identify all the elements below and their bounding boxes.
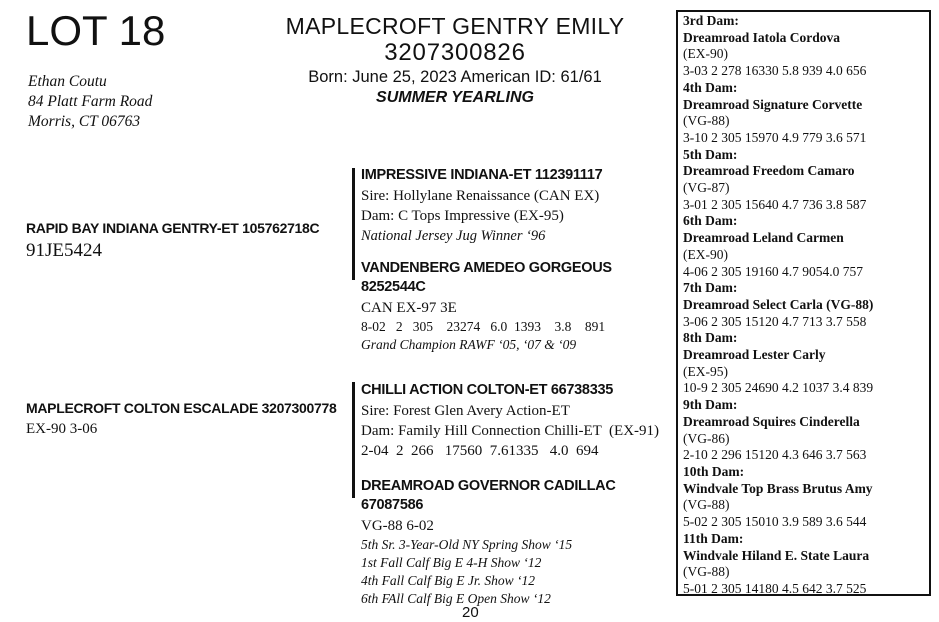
dam-of-sire-record: 8-02 2 305 23274 6.0 1393 3.8 891 — [361, 319, 606, 334]
dam-entry-classification: (EX-90) — [683, 246, 728, 262]
consignor-address-line1: 84 Platt Farm Road — [28, 93, 153, 110]
sire-of-sire-block — [361, 166, 679, 246]
pedigree-bracket-dam-of-dam — [352, 476, 355, 498]
sire-of-dam-record: 2-04 2 266 17560 7.61335 4.0 694 — [361, 443, 599, 459]
dam-entry-label: 7th Dam: — [683, 280, 738, 296]
dam-entry-label: 11th Dam: — [683, 530, 744, 546]
dam-of-dam-name: DREAMROAD GOVERNOR CADILLAC 67087586 — [361, 478, 616, 513]
dam-entry-8 — [683, 330, 929, 397]
dam-of-dam-classification: VG-88 6-02 — [361, 518, 434, 534]
dam-entry-10 — [683, 464, 929, 531]
sire-of-dam-block — [361, 381, 679, 461]
dam-entry-name: Windvale Top Brass Brutus Amy — [683, 480, 873, 496]
lot-number: LOT 18 — [26, 7, 166, 54]
page-number: 20 — [462, 604, 479, 621]
dam-entry-name: Dreamroad Iatola Cordova — [683, 29, 840, 45]
dam-entry-name: Dreamroad Squires Cinderella — [683, 413, 860, 429]
dam-entry-classification: (EX-95) — [683, 363, 728, 379]
dam-entry-label: 9th Dam: — [683, 397, 738, 413]
dam-entry-3 — [683, 13, 929, 80]
dam-entry-name: Dreamroad Leland Carmen — [683, 230, 844, 246]
dam-of-sire-block — [361, 259, 679, 354]
animal-category: SUMMER YEARLING — [376, 89, 534, 106]
dam-entry-label: 6th Dam: — [683, 213, 738, 229]
dam-entry-classification: (VG-86) — [683, 430, 730, 446]
animal-born-line: Born: June 25, 2023 American ID: 61/61 — [308, 68, 602, 86]
consignor-name: Ethan Coutu — [28, 73, 107, 90]
animal-registration: 3207300826 — [384, 39, 526, 66]
dam-entry-name: Dreamroad Select Carla (VG-88) — [683, 296, 874, 312]
sire-of-dam-name: CHILLI ACTION COLTON-ET 66738335 — [361, 382, 613, 398]
dam-entry-label: 3rd Dam: — [683, 13, 739, 28]
dam-of-dam-award: 4th Fall Calf Big E Jr. Show ‘12 — [361, 573, 535, 588]
dam-entry-11 — [683, 531, 929, 598]
dam-entry-name: Dreamroad Lester Carly — [683, 347, 826, 363]
sire-of-sire-name: IMPRESSIVE INDIANA-ET 112391117 — [361, 167, 603, 183]
dam-entry-name: Dreamroad Signature Corvette — [683, 96, 863, 112]
dam-entry-record: 5-02 2 305 15010 3.9 589 3.6 544 — [683, 514, 867, 530]
dam-entry-record: 3-06 2 305 15120 4.7 713 3.7 558 — [683, 313, 867, 329]
dam-entry-classification: (VG-88) — [683, 113, 730, 129]
dam-entry-label: 8th Dam: — [683, 330, 738, 346]
dam-entry-record: 10-9 2 305 24690 4.2 1037 3.4 839 — [683, 380, 874, 396]
dam-entry-classification: (VG-87) — [683, 180, 730, 196]
dam-entry-4 — [683, 80, 929, 147]
dam-entry-label: 10th Dam: — [683, 463, 745, 479]
dam-of-sire-note: Grand Champion RAWF ‘05, ‘07 & ‘09 — [361, 337, 577, 352]
dam-of-dam-award: 6th FAll Calf Big E Open Show ‘12 — [361, 591, 551, 606]
consignor-address-line2: Morris, CT 06763 — [28, 113, 141, 130]
sire-code: 91JE5424 — [26, 240, 102, 261]
dam-name: MAPLECROFT COLTON ESCALADE 3207300778 — [26, 400, 337, 416]
dam-entry-record: 2-10 2 296 15120 4.3 646 3.7 563 — [683, 447, 867, 463]
dam-entry-5 — [683, 147, 929, 214]
dam-entry-label: 4th Dam: — [683, 79, 738, 95]
sire-of-sire-note: National Jersey Jug Winner ‘96 — [361, 228, 546, 244]
dam-of-dam-award: 1st Fall Calf Big E 4-H Show ‘12 — [361, 555, 542, 570]
dam-of-dam-block — [361, 477, 679, 608]
dam-entry-name: Dreamroad Freedom Camaro — [683, 163, 855, 179]
dam-entry-7 — [683, 280, 929, 330]
dam-classification: EX-90 3-06 — [26, 421, 98, 437]
pedigree-bracket-dam-of-sire — [352, 258, 355, 280]
dam-entry-classification: (VG-88) — [683, 497, 730, 513]
dam-block — [26, 399, 336, 439]
sire-of-dam-sire: Sire: Forest Glen Avery Action-ET — [361, 403, 570, 419]
dam-entry-record: 5-01 2 305 14180 4.5 642 3.7 525 — [683, 580, 867, 596]
dam-entry-9 — [683, 397, 929, 464]
dam-of-sire-classification: CAN EX-97 3E — [361, 300, 457, 316]
dam-of-dam-award: 5th Sr. 3-Year-Old NY Spring Show ‘15 — [361, 537, 573, 552]
dam-of-sire-name: VANDENBERG AMEDEO GORGEOUS 8252544C — [361, 260, 612, 295]
sire-block — [26, 219, 319, 263]
dam-entry-6 — [683, 213, 929, 280]
dam-entry-record: 3-01 2 305 15640 4.7 736 3.8 587 — [683, 196, 867, 212]
dam-entry-name: Windvale Hiland E. State Laura — [683, 547, 870, 563]
consignor-info — [28, 72, 152, 132]
sire-of-sire-sire: Sire: Hollylane Renaissance (CAN EX) — [361, 188, 600, 204]
dam-entry-record: 3-10 2 305 15970 4.9 779 3.6 571 — [683, 129, 867, 145]
dam-entry-label: 5th Dam: — [683, 146, 738, 162]
extended-dams-box — [676, 10, 931, 596]
dam-entry-classification: (VG-88) — [683, 564, 730, 580]
sire-name: RAPID BAY INDIANA GENTRY-ET 105762718C — [26, 220, 320, 236]
dam-entry-classification: (EX-90) — [683, 46, 728, 62]
dam-entry-record: 4-06 2 305 19160 4.7 9054.0 757 — [683, 263, 863, 279]
animal-name: MAPLECROFT GENTRY EMILY — [285, 13, 625, 39]
sire-of-dam-dam: Dam: Family Hill Connection Chilli-ET (EX-91) — [361, 423, 660, 439]
sire-of-sire-dam: Dam: C Tops Impressive (EX-95) — [361, 208, 564, 224]
dam-entry-record: 3-03 2 278 16330 5.8 939 4.0 656 — [683, 63, 867, 79]
